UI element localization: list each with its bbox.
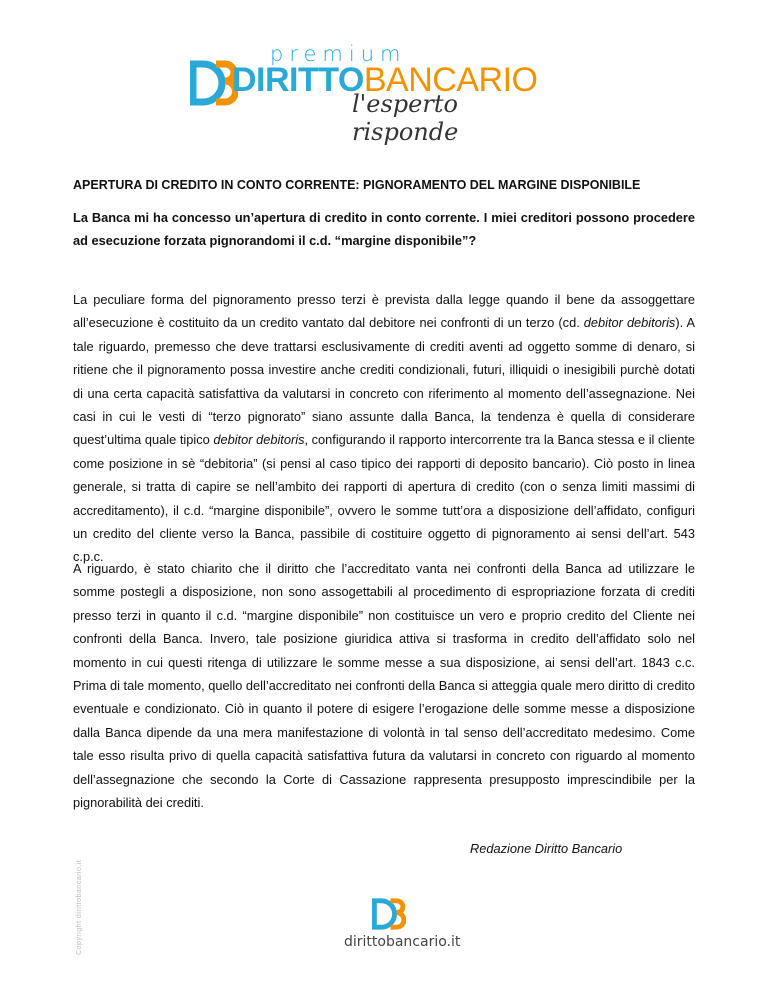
paragraph-1-part-2: ). A tale riguardo, premesso che deve trattarsi esclusivamente di crediti aventi ad oggetto somme di denaro, si ritiene che il pignoramento possa investire anche crediti condizionali, futuri, illiquidi o inesigibili purchè dotati di una certa capacità satisfattiva da valutarsi in concreto con riferimento al momento dell’assegnazione. Nei casi in cui le vesti di “terzo pignorato” siano assunte dalla Banca, la tendenza è quella di considerare quest’ultima quale tipico [73,315,695,448]
footer-site-text: dirittobancario.it [344,934,461,950]
question-text: La Banca mi ha concesso un’apertura di credito in conto corrente. I miei creditori possono procedere ad esecuzione forzata pignorandomi il c.d. “margine disponibile”? [73,210,695,248]
paragraph-1-part-1: La peculiare forma del pignoramento presso terzi è prevista dalla legge quando il bene da assoggettare all’esecuzione è costituito da un credito vantato dal debitore nei confronti di un terzo (cd. [73,292,695,331]
logo-word-diritto: DIRITTO [232,61,364,99]
logo-word-bancario: BANCARIO [363,61,538,99]
paragraph-1-italic-1: debitor debitoris [583,315,676,331]
paragraph-1-italic-2: debitor debitoris [213,432,305,448]
paragraph-1 [73,288,695,569]
paragraph-1-part-3: , configurando il rapporto intercorrente tra la Banca stessa e il cliente come posizione in sè “debitoria” (si pensi al caso tipico dei rapporti di deposito bancario). Ciò posto in linea generale, si tratta di capire se nell’ambito dei rapporti di apertura di credito (con o senza limiti massimi di accreditamento), il c.d. “margine disponibile”, ovvero le somme tutt’ora a disposizione dell’affidato, configuri un credito del cliente verso la Banca, passibile di costituire oggetto di pignoramento ai sensi dell’art. 543 c.p.c. [73,432,695,565]
db-footer-logo-icon [372,898,406,930]
db-logo-icon [190,60,238,106]
copyright-text: Copyright dirittobancario.it [76,859,83,955]
paragraph-2: A riguardo, è stato chiarito che il diritto che l’accreditato vanta nei confronti della Banca ad utilizzare le somme postegli a disposizione, non sono assogettabili al procedimento di espropriazione forzata di crediti presso terzi in quanto il c.d. “margine disponibile” non costituisce un vero e proprio credito del Cliente nei confronti della Banca. Invero, tale posizione giuridica attiva si trasforma in credito dell’affidato solo nel momento in cui questi ritenga di utilizzare le somme messe a sua disposizione, ai sensi dell’art. 1843 c.c. Prima di tale momento, quello dell’accreditato nei confronti della Banca si atteggia quale mero diritto di credito eventuale e condizionato. Ciò in quanto il potere di esigere l’erogazione delle somme messe a disposizione dalla Banca dipende da una mera manifestazione di volontà in tal senso dell’accreditato medesimo. Come tale esso risulta privo di quella capacità satisfattiva futura da valutarsi in concreto con riguardo al momento dell’assegnazione che secondo la Corte di Cassazione rappresenta presupposto imprescindibile per la pignorabilità dei crediti. [73,561,695,811]
logo-tagline: l'esperto risponde [352,90,459,146]
signature: Redazione Diritto Bancario [470,841,623,856]
logo-premium-text: premium [270,42,407,66]
document-title: APERTURA DI CREDITO IN CONTO CORRENTE: PIGNORAMENTO DEL MARGINE DISPONIBILE [73,178,641,192]
footer-logo [344,896,461,956]
header-logo [190,38,540,146]
